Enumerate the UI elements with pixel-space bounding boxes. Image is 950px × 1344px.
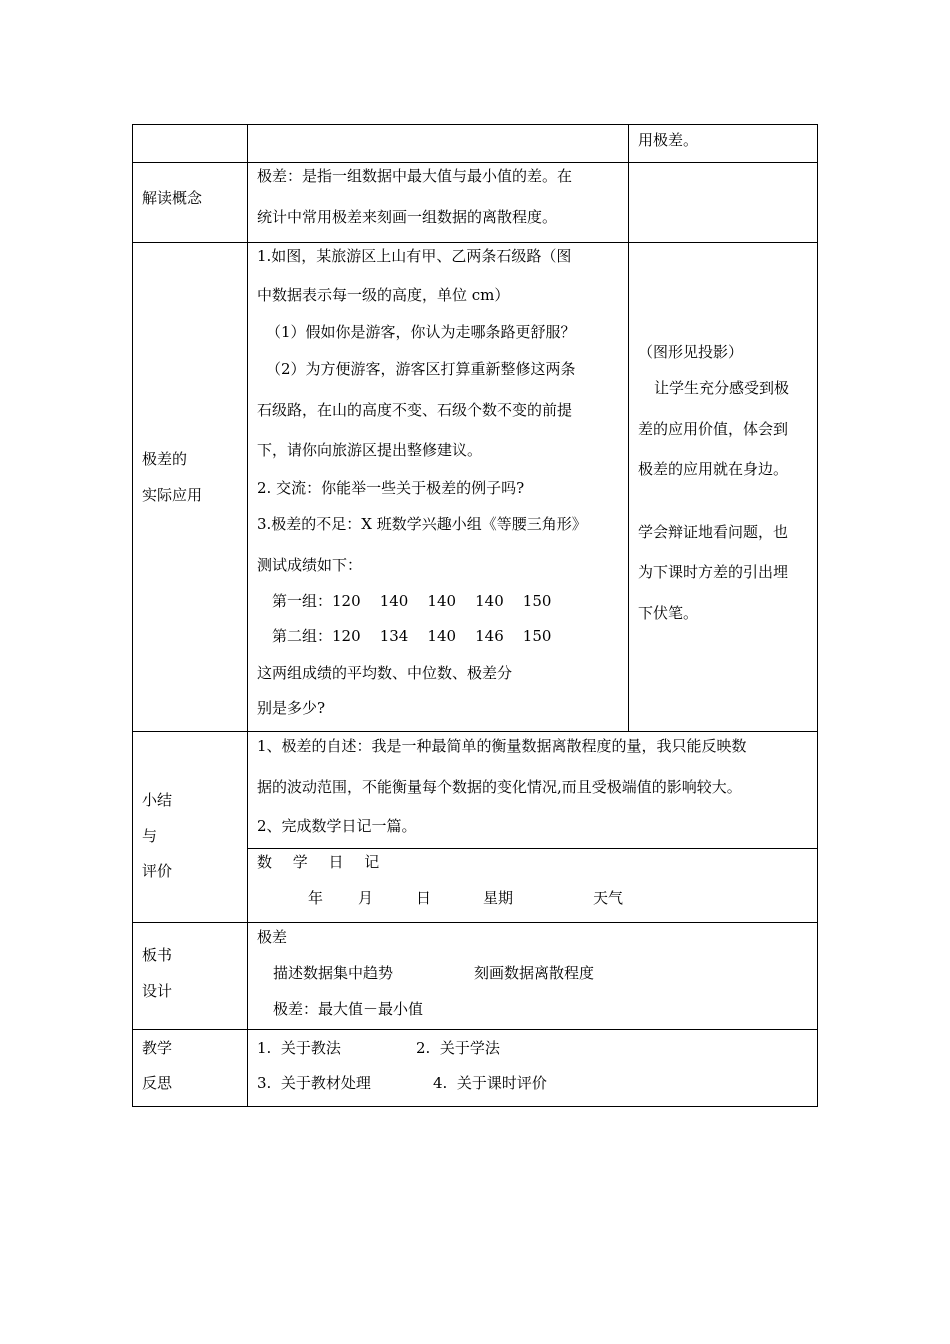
row-divider (132, 1029, 818, 1030)
concept-label: 解读概念 (142, 189, 203, 207)
row-divider (132, 162, 818, 163)
table-border-top (132, 124, 818, 125)
application-note: 为下课时方差的引出埋 (638, 563, 789, 581)
application-label: 极差的 (142, 450, 188, 468)
application-note: 学会辩证地看问题，也 (638, 523, 789, 541)
application-line: 中数据表示每一级的高度，单位 cm） (257, 286, 510, 304)
application-line: 第二组：120 134 140 146 150 (272, 627, 552, 645)
table-border-bottom (132, 1106, 818, 1107)
application-line: 第一组：120 140 140 140 150 (272, 592, 552, 610)
application-line: 2. 交流：你能举一些关于极差的例子吗? (257, 479, 525, 497)
application-line: 这两组成绩的平均数、中位数、极差分 (257, 664, 513, 682)
row-divider (132, 731, 818, 732)
board-item: 刻画数据离散程度 (474, 964, 595, 982)
application-line: （2）为方便游客，游客区打算重新整修这两条 (266, 360, 576, 378)
diary-field-year: 年 (308, 889, 324, 907)
row-divider (132, 242, 818, 243)
board-title: 极差 (257, 928, 288, 946)
application-line: 1.如图，某旅游区上山有甲、乙两条石级路（图 (257, 247, 572, 265)
board-label: 板书 (142, 946, 173, 964)
board-item: 描述数据集中趋势 (273, 964, 394, 982)
board-formula: 极差：最大值－最小值 (273, 1000, 424, 1018)
summary-line: 据的波动范围，不能衡量每个数据的变化情况,而且受极端值的影响较大。 (257, 778, 742, 796)
concept-line: 极差：是指一组数据中最大值与最小值的差。在 (257, 167, 573, 185)
reflection-item: 1. 关于教法 (257, 1039, 341, 1057)
reflection-item: 4. 关于课时评价 (433, 1074, 547, 1092)
table-border-right (817, 124, 818, 1107)
concept-line: 统计中常用极差来刻画一组数据的离散程度。 (257, 208, 558, 226)
application-note: 下伏笔。 (638, 604, 699, 622)
summary-label: 评价 (142, 862, 173, 880)
application-line: 别是多少? (257, 699, 326, 717)
diary-field-weather: 天气 (593, 889, 624, 907)
application-line: （1）假如你是游客，你认为走哪条路更舒服？ (266, 323, 576, 341)
summary-label: 小结 (142, 791, 173, 809)
reflection-item: 3. 关于教材处理 (257, 1074, 371, 1092)
reflection-label: 教学 (142, 1039, 173, 1057)
application-line: 测试成绩如下： (257, 556, 363, 574)
reflection-item: 2. 关于学法 (416, 1039, 500, 1057)
application-note: 让学生充分感受到极 (654, 379, 790, 397)
application-line: 下，请你向旅游区提出整修建议。 (257, 441, 483, 459)
column-divider (628, 124, 629, 732)
application-line: 石级路，在山的高度不变、石级个数不变的前提 (257, 401, 573, 419)
summary-label: 与 (142, 827, 158, 845)
application-line: 3.极差的不足：X 班数学兴趣小组《等腰三角形》 (257, 515, 587, 533)
board-label: 设计 (142, 982, 173, 1000)
top-right-note: 用极差。 (638, 131, 699, 149)
application-label: 实际应用 (142, 486, 203, 504)
summary-line: 2、完成数学日记一篇。 (257, 817, 417, 835)
column-divider (247, 124, 248, 1107)
diary-field-month: 月 (358, 889, 374, 907)
row-divider (247, 848, 818, 849)
diary-title: 数 学 日 记 (257, 853, 388, 871)
diary-field-day: 日 (416, 889, 432, 907)
table-border-left (132, 124, 133, 1107)
summary-line: 1、极差的自述：我是一种最简单的衡量数据离散程度的量，我只能反映数 (257, 737, 747, 755)
application-note: 极差的应用就在身边。 (638, 460, 789, 478)
row-divider (132, 922, 818, 923)
application-note: （图形见投影） (638, 343, 744, 361)
reflection-label: 反思 (142, 1074, 173, 1092)
application-note: 差的应用价值，体会到 (638, 420, 789, 438)
diary-field-weekday: 星期 (483, 889, 514, 907)
